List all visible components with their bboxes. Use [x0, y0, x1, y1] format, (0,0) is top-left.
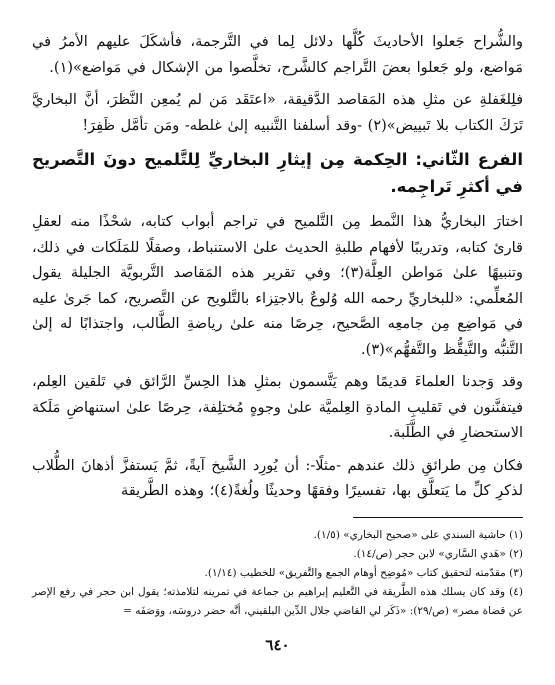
footnote-3: (٣) مقدّمته لتحقيق كتاب «مُوضِح أوهام الجمع والتَّفريق» للخطيب (١/١٤). — [204, 566, 523, 579]
footnote-2: (٢) «هَدي السَّاري» لابن حجر (ص/١٤). — [353, 547, 523, 560]
paragraph-commentators: والشُّراح جَعلوا الأحاديثَ كُلَّها دلائل لِما في التَّرجمة، فأشكَلَ عليهم الأمرُ في مَواضع، ولو جَعلوا بعضَ التَّراجم كالشَّرح، تخلَّصوا من الإشكال في مَواضع»(١). — [32, 34, 523, 76]
footnotes — [32, 526, 523, 621]
paragraph-bukhari-method: اختارَ البخاريُّ هذا النَّمط مِن التَّلميح في تراجم أبواب كتابه، شحْذًا منه لعقلِ قارئ كتابه، وتدريبًا لأفهام طلبةِ الحديث علىٰ الاستنباط، وصقلًا للمَلَكات في ذلك، وتنبيهًا علىٰ مَواطن العِلَّة(٣)؛ وفي تقرير هذه المَقاصد التَّربويَّة الجليلة يقول المُعلِّمي: «للبخاريِّ رحمه الله وُلوعٌ بالاجتِزاء بالتَّلويح عن التَّصريح، كما جَرىٰ عليه في مَواضِع مِن جامعِه الصَّحيح، حِرصًا منه علىٰ رياضةِ الطَّالب، واجتذابًا له إلىٰ التَّنبُّه والتَّيقُّظ والتَّفهُّم»(٣). — [32, 214, 523, 358]
section-heading: الفرع الثّاني: الحِكمة مِن إيثارِ البخاريِّ لِلتَّلميح دونَ التَّصريح في أكثرِ تَراجِمه. — [32, 150, 523, 196]
paragraph-scholars: وقد وَجدنا العلماءَ قديمًا وهم يَتَّسمون بمثلِ هذا الحِسِّ الرَّائق في تَلقين العِلم، فيتفنَّنون في تَقليبِ المادةِ العِلميَّة علىٰ وجوهٍ مُختلِفة، حِرصًا علىٰ استنهاضِ مَلَكة الاستحضارِ في الطَّلَبة. — [32, 374, 523, 441]
paragraph-inattention: فلِلغَفلةِ عن مثلِ هذه المَقاصد الدَّقيقة، «اعتَقَد مَن لم يُمعِن النَّظرَ، أنَّ البخاريَّ تَرَكَ الكتاب بلا تَبييض»(٢) -وقد أسلفنا التَّنبيه إلىٰ غلطه- ومَن تأمَّل ظَفِرَ! — [32, 92, 523, 134]
page-number: ٦٤٠ — [265, 636, 290, 654]
footnote-1: (١) حاشية السندي على «صحيح البخاري» (١/٥). — [313, 528, 523, 541]
footnote-separator — [353, 517, 523, 518]
footnote-4: (٤) وقد كان يسلك هذه الطَّريقة في التَّعليم إبراهيم بن جماعة في تمرينه لتلامذته؛ يقول ابن حجر في رفع الإصر عن قضاة مصر» (ص/٢٩): «ذَكَر لي القاضي جلال الدِّين البلقيني، أنَّه حضر دروسَه، ووَصَفَه = — [32, 585, 523, 617]
paragraph-techniques: فكان مِن طرائقِ ذلك عندهم -مثلًا-: أن يُورِد الشَّيخ آيةً، ثمَّ يَستفزَّ أذهانَ الطُّلاب لذكرِ كلِّ ما يَتعلَّق بها، تفسيرًا وفقهًا وحديثًا ولُغةً(٤)؛ وهذه الطَّريقة — [32, 457, 523, 499]
